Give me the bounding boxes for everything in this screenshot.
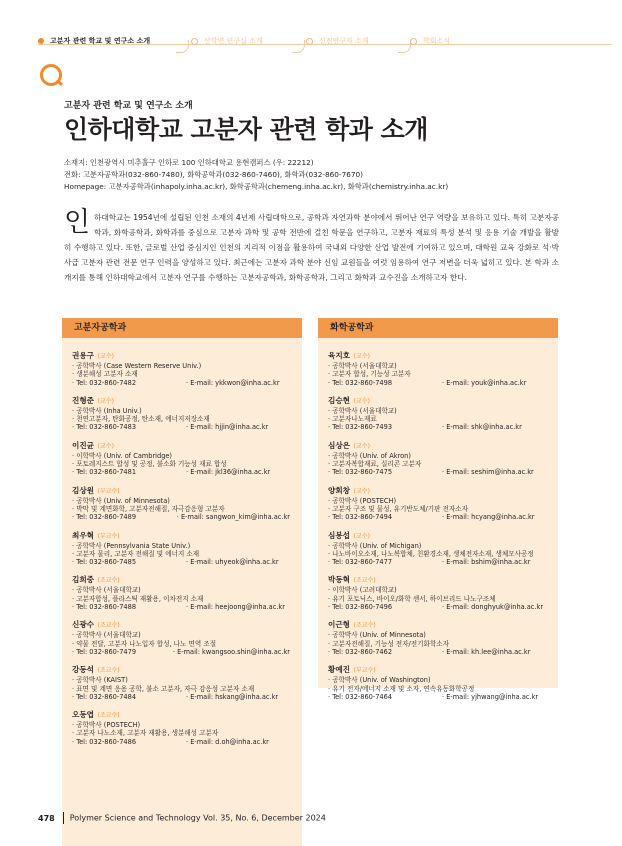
faculty-detail: · 박막 및 계면화학, 고분자전해질, 자극감응형 고분자 xyxy=(72,504,225,513)
panel-heading: 고분자공학과 xyxy=(62,318,302,338)
faculty-name-text: 김상원 xyxy=(72,485,95,495)
faculty-phone: · Tel: 032-860-7462 xyxy=(328,647,393,656)
faculty-name-text: 이진균 xyxy=(72,440,95,450)
faculty-rank: (부교수) xyxy=(97,487,120,495)
intro-paragraph xyxy=(64,207,559,285)
faculty-email[interactable]: · E-mail: shk@inha.ac.kr xyxy=(442,423,522,432)
faculty-name xyxy=(72,664,290,676)
faculty-name xyxy=(72,485,290,497)
faculty-name-text: 이근형 xyxy=(328,620,351,630)
faculty-detail: · 공학박사 (서울대학교) xyxy=(328,362,397,370)
faculty-entry xyxy=(72,395,290,432)
panel-polymer-engineering xyxy=(62,318,302,846)
contact-row xyxy=(72,558,290,566)
faculty-rank: (교수) xyxy=(353,532,370,540)
faculty-email[interactable]: · E-mail: hskang@inha.ac.kr xyxy=(186,692,279,701)
faculty-detail: · 고분자전해질, 기능성 전자/전기화학소자 xyxy=(328,639,449,648)
faculty-rank: (교수) xyxy=(97,353,114,360)
faculty-detail: · 표면 및 계면 응용 공학, 불소 고분자, 자극 감응성 고분자 소재 xyxy=(72,684,255,693)
section-kicker: 고분자 관련 학교 및 연구소 소개 xyxy=(64,101,193,111)
faculty-detail: · 이학박사 (Univ. of Cambridge) xyxy=(72,451,173,460)
faculty-detail: · 공학박사 (POSTECH) xyxy=(328,496,397,505)
intro-text: 하대학교는 1954년에 설립된 인천 소재의 4년제 사립대학으로, 공학과 자연과학 분야에서 뛰어난 연구 역량을 보유하고 있다. 특히 고분자공학과, 화학공학과, 화학과를 중심으로 고분자 과학 및 공학 전반에 걸친 학문을 연구하고, 고분자 재료의 특성 분석 및 응용 기술 개발을 활발히 수행하고 있다. 또한, 글로벌 산업 중심지인 인천의 지리적 이점을 활용하여 국내외 다양한 산업 발전에 기여하고 있으며, 대학원 교육 강화로 석·박사급 고분자 관련 전문 연구 인력을 양성하고 있다. 최근에는 고분자 과학 분야 신임 교원들을 여럿 임용하여 연구 저변을 더욱 넓히고 있다. 본 학과 소개지를 통해 인하대학교에서 고분자 연구를 수행하는 고분자공학과, 화학공학과, 그리고 화학과 교수진을 소개하고자 한다. xyxy=(64,213,559,282)
faculty-rank: (교수) xyxy=(353,353,370,360)
faculty-name xyxy=(328,350,546,362)
faculty-detail: · 공학박사 (서울대학교) xyxy=(72,631,141,640)
faculty-name xyxy=(328,440,546,452)
faculty-entry xyxy=(328,485,546,522)
nav-item-news[interactable]: 학회소식 xyxy=(410,36,450,46)
faculty-name-text: 양회창 xyxy=(328,485,351,495)
faculty-detail: · 공학박사 (Univ. of Washington) xyxy=(328,676,431,685)
faculty-entry xyxy=(328,664,546,701)
faculty-name xyxy=(328,485,546,497)
faculty-detail: · 고분자복합재료, 실리콘 고분자 xyxy=(328,460,422,469)
panel-chemical-engineering xyxy=(318,318,558,701)
faculty-detail: · 이학박사 (고려대학교) xyxy=(328,586,397,595)
faculty-email[interactable]: · E-mail: hcyang@inha.ac.kr xyxy=(442,513,535,522)
faculty-detail: · 공학박사 (Univ. of Minnesota) xyxy=(328,631,426,640)
faculty-name xyxy=(72,395,290,407)
faculty-list xyxy=(62,338,302,746)
contact-row xyxy=(72,648,290,656)
contact-row xyxy=(328,603,546,611)
nav-dot-icon xyxy=(191,38,198,45)
faculty-entry xyxy=(72,440,290,477)
faculty-phone: · Tel: 032-860-7486 xyxy=(72,737,137,746)
section-nav xyxy=(0,0,622,60)
faculty-detail: · 고분자 물리, 고분자 전해질 및 에너지 소재 xyxy=(72,549,200,558)
faculty-name xyxy=(328,395,546,407)
faculty-rank: (교수) xyxy=(353,397,370,405)
panel-heading: 화학공학과 xyxy=(318,318,558,338)
faculty-email[interactable]: · E-mail: bshim@inha.ac.kr xyxy=(442,558,531,567)
faculty-name-text: 최우혁 xyxy=(72,530,95,540)
faculty-name xyxy=(72,619,290,631)
faculty-name xyxy=(72,530,290,542)
faculty-email[interactable]: · E-mail: d.oh@inha.ac.kr xyxy=(186,737,269,746)
page-footer xyxy=(38,812,326,824)
magnifier-handle-icon xyxy=(56,79,63,86)
contact-row xyxy=(72,513,290,521)
faculty-detail: · 공학박사 (POSTECH) xyxy=(72,721,141,730)
faculty-detail: · 고분자 구조 및 물성, 유기반도체/기판 전자소자 xyxy=(328,504,469,513)
faculty-detail: · 고분자 나노소재, 고분자 재활용, 생분해성 고분자 xyxy=(72,729,219,738)
faculty-detail: · 공학박사 (서울대학교) xyxy=(328,406,397,415)
faculty-detail: · 공학박사 (Univ. of Akron) xyxy=(328,451,411,460)
faculty-name-text: 김승현 xyxy=(328,395,351,405)
faculty-phone: · Tel: 032-860-7496 xyxy=(328,603,393,612)
faculty-rank: (교수) xyxy=(353,442,370,450)
faculty-detail: · 천연고분자, 탄화공정, 탄소재, 에너지저장소재 xyxy=(72,415,210,424)
faculty-rank: (부교수) xyxy=(97,532,120,540)
contact-row xyxy=(328,379,546,387)
faculty-detail: · 생분해성 고분자 소재 xyxy=(72,370,138,379)
faculty-phone: · Tel: 032-860-7494 xyxy=(328,513,393,522)
faculty-email[interactable]: · E-mail: sangwon_kim@inha.ac.kr xyxy=(176,513,290,522)
faculty-name-text: 심상은 xyxy=(328,440,351,450)
faculty-phone: · Tel: 032-860-7498 xyxy=(328,378,393,387)
faculty-phone: · Tel: 032-860-7464 xyxy=(328,692,393,701)
contact-row xyxy=(72,738,290,746)
faculty-rank: (교수) xyxy=(353,487,370,495)
faculty-name xyxy=(328,530,546,542)
faculty-name xyxy=(72,574,290,586)
nav-curve-decoration xyxy=(176,40,189,53)
faculty-list xyxy=(318,338,558,701)
faculty-phone: · Tel: 032-860-7488 xyxy=(72,603,137,612)
drop-cap: 인 xyxy=(64,207,91,238)
faculty-phone: · Tel: 032-860-7484 xyxy=(72,692,137,701)
contact-row xyxy=(328,423,546,431)
nav-item-researchers[interactable]: 신진연구자 소개 xyxy=(306,36,369,46)
faculty-detail: · 공학박사 (Inha Univ.) xyxy=(72,406,142,415)
faculty-name xyxy=(328,664,546,676)
faculty-rank: (조교수) xyxy=(97,577,120,585)
faculty-name-text: 신광수 xyxy=(72,620,95,630)
nav-item-labs[interactable]: 산학연 연구실 소개 xyxy=(191,36,263,46)
faculty-name xyxy=(72,350,290,362)
faculty-entry xyxy=(72,530,290,567)
homepage-line: Homepage: 고분자공학과(inhapoly.inha.ac.kr), 화학공학과(chemeng.inha.ac.kr), 화학과(chemistry.inha.ac.kr) xyxy=(64,182,449,191)
contact-info xyxy=(64,157,448,193)
faculty-entry xyxy=(72,485,290,522)
faculty-detail: · 공학박사 (Pennsylvania State Univ.) xyxy=(72,541,191,550)
page-number: 478 xyxy=(38,813,55,823)
faculty-detail: · 공학박사 (Case Western Reserve Univ.) xyxy=(72,362,202,370)
nav-dot-icon xyxy=(38,38,44,44)
faculty-phone: · Tel: 032-860-7489 xyxy=(72,513,137,522)
faculty-phone: · Tel: 032-860-7493 xyxy=(328,423,393,432)
nav-dot-icon xyxy=(306,38,313,45)
faculty-entry xyxy=(328,530,546,567)
faculty-name-text: 김희중 xyxy=(72,575,95,585)
faculty-detail: · 고분자 합성, 기능성 고분자 xyxy=(328,370,411,379)
faculty-detail: · 고분자합성, 플라스틱 재활용, 이차전지 소재 xyxy=(72,594,204,603)
faculty-phone: · Tel: 032-860-7481 xyxy=(72,468,137,477)
faculty-email[interactable]: · E-mail: kwangsoo.shin@inha.ac.kr xyxy=(172,647,290,656)
faculty-rank: (교수) xyxy=(97,442,114,450)
faculty-email[interactable]: · E-mail: uhyeok@inha.ac.kr xyxy=(186,558,279,567)
faculty-name xyxy=(328,619,546,631)
faculty-phone: · Tel: 032-860-7483 xyxy=(72,423,137,432)
faculty-detail: · 유기 전자/에너지 소재 및 소자, 연속유동화학공정 xyxy=(328,684,475,693)
faculty-name-text: 심봉섭 xyxy=(328,530,351,540)
faculty-email[interactable]: · E-mail: heejoong@inha.ac.kr xyxy=(186,603,285,612)
contact-row xyxy=(72,603,290,611)
faculty-email[interactable]: · E-mail: hjjin@inha.ac.kr xyxy=(186,423,269,432)
faculty-entry xyxy=(72,619,290,656)
address-line: 소재지: 인천광역시 미추홀구 인하로 100 인하대학교 용현캠퍼스 (우: 22212) xyxy=(64,158,314,167)
contact-row xyxy=(328,558,546,566)
phone-line: 전화: 고분자공학과(032-860-7480), 화학공학과(032-860-7460), 화학과(032-860-7670) xyxy=(64,170,363,179)
contact-row xyxy=(72,423,290,431)
faculty-entry xyxy=(328,395,546,432)
faculty-rank: (부교수) xyxy=(353,667,376,675)
nav-dot-icon xyxy=(410,38,417,45)
footer-divider xyxy=(63,812,64,824)
faculty-entry xyxy=(72,709,290,746)
contact-row xyxy=(328,693,546,701)
faculty-entry xyxy=(328,350,546,387)
faculty-name-text: 황예진 xyxy=(328,665,351,675)
nav-curve-decoration xyxy=(292,40,305,53)
contact-row xyxy=(328,513,546,521)
faculty-name-text: 진형준 xyxy=(72,395,95,405)
faculty-detail: · 약물 전달, 고분자 나노입자 합성, 나노 면역 조절 xyxy=(72,639,217,648)
nav-item-schools[interactable]: 고분자 관련 학교 및 연구소 소개 xyxy=(38,36,150,46)
faculty-entry xyxy=(328,574,546,611)
journal-citation: Polymer Science and Technology Vol. 35, No. 6, December 2024 xyxy=(69,813,326,823)
faculty-detail: · 공학박사 (Univ. of Michigan) xyxy=(328,541,422,550)
faculty-name xyxy=(72,440,290,452)
faculty-entry xyxy=(72,350,290,387)
faculty-detail: · 공학박사 (서울대학교) xyxy=(72,586,141,595)
faculty-rank: (교수) xyxy=(97,397,114,405)
faculty-entry xyxy=(72,574,290,611)
faculty-email[interactable]: · E-mail: seshim@inha.ac.kr xyxy=(442,468,534,477)
faculty-name-text: 강동석 xyxy=(72,665,95,675)
faculty-name-text: 박동혁 xyxy=(328,575,351,585)
faculty-detail: · 나노바이오소재, 나노복합체, 친환경소재, 생체전자소재, 생체모사공정 xyxy=(328,549,534,558)
faculty-name-text: 육지호 xyxy=(328,351,351,360)
contact-row xyxy=(328,468,546,476)
page-title: 인하대학교 고분자 관련 학과 소개 xyxy=(64,115,428,144)
faculty-rank: (조교수) xyxy=(353,622,376,630)
faculty-rank: (조교수) xyxy=(97,667,120,675)
faculty-email[interactable]: · E-mail: youk@inha.ac.kr xyxy=(442,378,527,387)
contact-row xyxy=(72,379,290,387)
contact-row xyxy=(328,648,546,656)
faculty-name-text: 권용구 xyxy=(72,351,95,360)
faculty-phone: · Tel: 032-860-7475 xyxy=(328,468,393,477)
faculty-rank: (조교수) xyxy=(97,712,120,720)
faculty-email[interactable]: · E-mail: jkl36@inha.ac.kr xyxy=(186,468,271,477)
contact-row xyxy=(72,693,290,701)
faculty-email[interactable]: · E-mail: yjhwang@inha.ac.kr xyxy=(442,692,539,701)
faculty-phone: · Tel: 032-860-7477 xyxy=(328,558,393,567)
faculty-detail: · 유기 포토닉스, 바이오/화학 센서, 하이브리드 나노구조체 xyxy=(328,594,496,603)
faculty-name-text: 오동엽 xyxy=(72,710,95,720)
faculty-email[interactable]: · E-mail: kh.lee@inha.ac.kr xyxy=(442,647,531,656)
faculty-email[interactable]: · E-mail: donghyuk@inha.ac.kr xyxy=(442,603,544,612)
faculty-entry xyxy=(328,440,546,477)
faculty-entry xyxy=(328,619,546,656)
faculty-rank: (조교수) xyxy=(97,622,120,630)
faculty-name xyxy=(328,574,546,586)
faculty-email[interactable]: · E-mail: ykkwon@inha.ac.kr xyxy=(186,378,280,387)
faculty-phone: · Tel: 032-860-7479 xyxy=(72,647,137,656)
faculty-detail: · 공학박사 (KAIST) xyxy=(72,676,128,685)
faculty-detail: · 공학박사 (Univ. of Minnesota) xyxy=(72,496,170,505)
faculty-name xyxy=(72,709,290,721)
contact-row xyxy=(72,468,290,476)
faculty-rank: (조교수) xyxy=(353,577,376,585)
faculty-phone: · Tel: 032-860-7485 xyxy=(72,558,137,567)
faculty-detail: · 포토레지스트 합성 및 공정, 불소화 기능성 재료 합성 xyxy=(72,460,227,469)
faculty-phone: · Tel: 032-860-7482 xyxy=(72,378,137,387)
faculty-detail: · 고분자나노재료 xyxy=(328,415,377,424)
faculty-entry xyxy=(72,664,290,701)
